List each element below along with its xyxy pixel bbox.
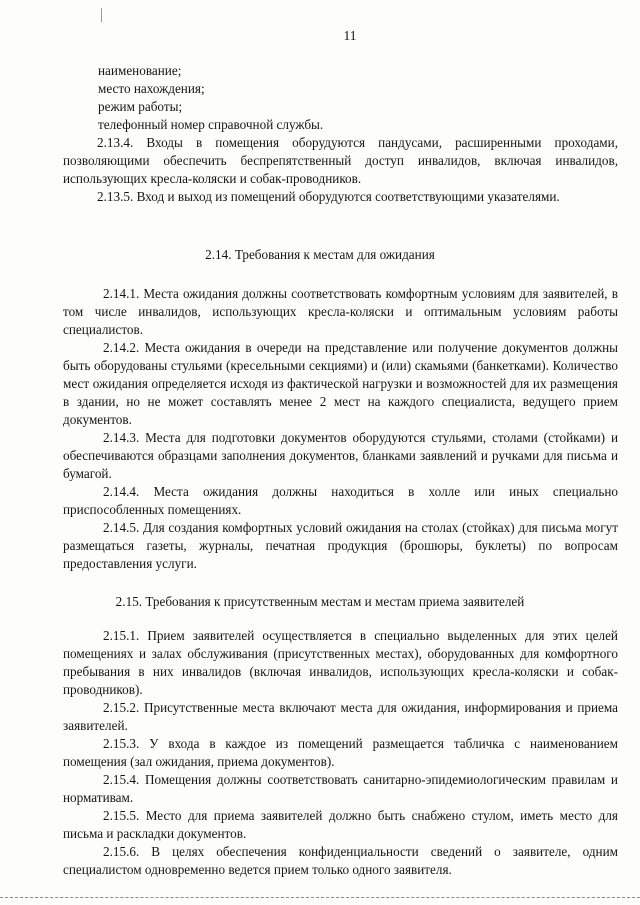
paragraph-2-15-2: 2.15.2. Присутственные места включают места для ожидания, информирования и приема заявителей. (63, 700, 618, 733)
paragraph-2-14-4: 2.14.4. Места ожидания должны находиться в холле или иных специально приспособленных помещениях. (63, 484, 618, 517)
section-2-14-body (63, 285, 618, 573)
paragraph-2-14-3: 2.14.3. Места для подготовки документов оборудуются стульями, столами (стойками) и обеспечиваются образцами заполнения документов, бланками заявлений и ручками для письма и бумагой. (63, 430, 618, 481)
paragraph-2-14-5: 2.14.5. Для создания комфортных условий ожидания на столах (стойках) для письма могут размещаться газеты, журналы, печатная продукция (брошюры, буклеты) по вопросам предоставления услуги. (63, 520, 618, 571)
scan-bottom-edge (0, 897, 640, 898)
list-item: режим работы; (98, 99, 183, 114)
section-2-13-continuation (63, 62, 618, 206)
section-2-15-body (63, 627, 618, 879)
list-item: место нахождения; (98, 81, 205, 96)
list-item: телефонный номер справочной службы. (98, 117, 324, 132)
paragraph-2-15-4: 2.15.4. Помещения должны соответствовать санитарно-эпидемиологическим правилам и нормативам. (63, 772, 618, 805)
paragraph-2-13-5: 2.13.5. Вход и выход из помещений оборудуются соответствующими указателями. (97, 189, 560, 204)
section-heading-2-14: 2.14. Требования к местам для ожидания (205, 247, 435, 262)
paragraph-2-15-3: 2.15.3. У входа в каждое из помещений размещается табличка с наименованием помещения (зал ожидания, приема документов). (63, 736, 618, 769)
paragraph-2-15-1: 2.15.1. Прием заявителей осуществляется в специально выделенных для этих целей помещениях и залах обслуживания (присутственных местах), оборудованных для комфортного пребывания в них инвалидов (включая инвалидов, использующих кресла-коляски и собак-проводников). (63, 628, 618, 697)
paragraph-2-15-6: 2.15.6. В целях обеспечения конфиденциальности сведений о заявителе, одним специалистом одновременно ведется прием только одного заявителя. (63, 844, 618, 877)
list-item: наименование; (98, 63, 182, 78)
page-number: 11 (343, 28, 357, 43)
paragraph-2-14-1: 2.14.1. Места ожидания должны соответствовать комфортным условиям для заявителей, в том числе инвалидов, использующих кресла-коляски и оптимальным условиям работы специалистов. (63, 286, 618, 337)
paragraph-2-14-2: 2.14.2. Места ожидания в очереди на представление или получение документов должны быть оборудованы стульями (кресельными секциями) и (или) скамьями (банкетками). Количество мест ожидания определяется исходя из фактической нагрузки и возможностей для их размещения в здании, но не может составлять менее 2 мест на каждого специалиста, ведущего прием документов. (63, 340, 618, 427)
scan-artifact (101, 8, 102, 22)
section-heading-2-15: 2.15. Требования к присутственным местам и местам приема заявителей (115, 594, 525, 609)
paragraph-2-15-5: 2.15.5. Место для приема заявителей должно быть снабжено стулом, иметь место для письма и раскладки документов. (63, 808, 618, 841)
paragraph-2-13-4: 2.13.4. Входы в помещения оборудуются пандусами, расширенными проходами, позволяющими обеспечить беспрепятственный доступ инвалидов, включая инвалидов, использующих кресла-коляски и собак-проводников. (63, 135, 618, 186)
